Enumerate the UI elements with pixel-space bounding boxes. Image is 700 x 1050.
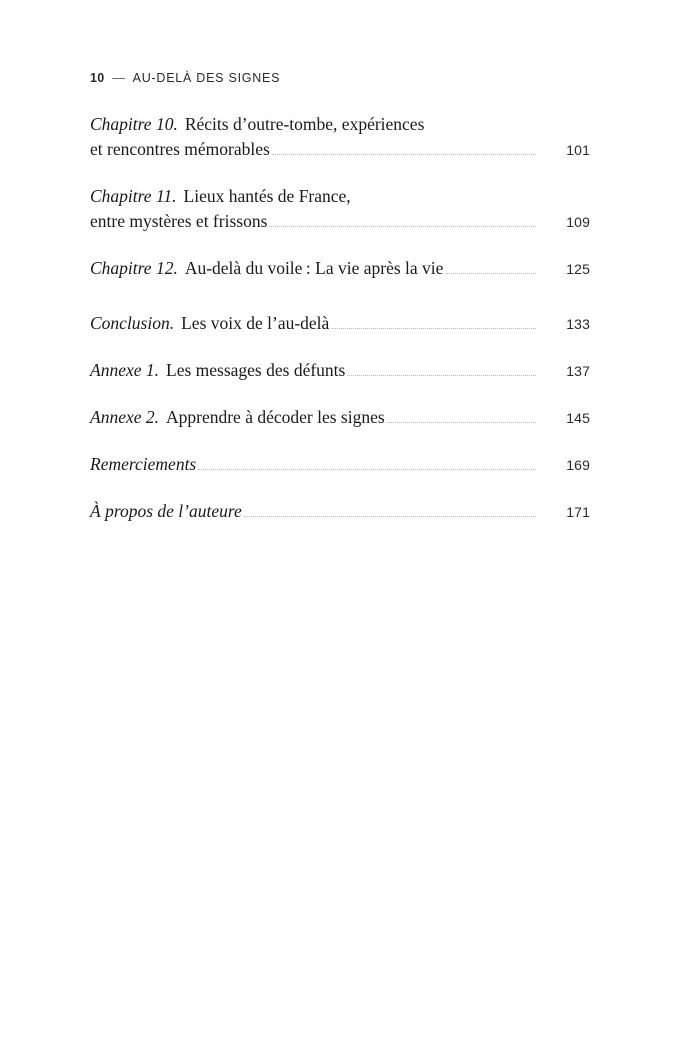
toc-entry-title: Récits d’outre-tombe, expériences xyxy=(184,114,425,134)
toc-entry-text xyxy=(90,209,267,234)
toc-dot-leader xyxy=(244,516,536,517)
toc-dot-leader xyxy=(198,469,536,470)
book-title-header: AU-DELÀ DES SIGNES xyxy=(132,71,281,85)
toc-entry-text xyxy=(90,452,196,477)
toc-entry-label: Annexe 1. xyxy=(90,360,159,380)
toc-entry[interactable] xyxy=(90,499,590,524)
page-folio-number: 10 xyxy=(90,71,105,85)
toc-entry-leader-line xyxy=(90,137,590,162)
toc-page-number[interactable]: 145 xyxy=(566,410,590,426)
toc-entry-label: Chapitre 11. xyxy=(90,186,177,206)
toc-dot-leader xyxy=(445,273,536,274)
toc-entry-leader-line xyxy=(90,256,590,281)
toc-entry[interactable] xyxy=(90,358,590,383)
toc-dot-leader xyxy=(387,422,536,423)
toc-entry[interactable] xyxy=(90,256,590,281)
table-of-contents xyxy=(90,112,590,546)
toc-entry-title: Apprendre à décoder les signes xyxy=(166,407,385,427)
toc-entry-title: Les voix de l’au-delà xyxy=(181,313,330,333)
toc-entry-label: Chapitre 10. xyxy=(90,114,178,134)
toc-entry-label: Annexe 2. xyxy=(90,407,159,427)
toc-entry-label: Remerciements xyxy=(90,454,197,474)
toc-entry-label: À propos de l’auteure xyxy=(90,501,242,521)
toc-entry-text xyxy=(90,358,345,383)
toc-entry-text xyxy=(90,137,270,162)
toc-entry-text xyxy=(90,405,385,430)
toc-entry-text xyxy=(90,499,242,524)
toc-entry-label: Chapitre 12. xyxy=(90,258,178,278)
toc-entry-title-continued: entre mystères et frissons xyxy=(90,211,268,231)
toc-entry-title-continued: et rencontres mémorables xyxy=(90,139,270,159)
toc-page-number[interactable]: 101 xyxy=(566,142,590,158)
toc-entry-text xyxy=(90,311,329,336)
toc-page-number[interactable]: 171 xyxy=(566,504,590,520)
toc-page-number[interactable]: 109 xyxy=(566,214,590,230)
toc-entry-first-line xyxy=(90,184,590,209)
header-dash: — xyxy=(112,71,126,85)
toc-entry[interactable] xyxy=(90,405,590,430)
toc-entry[interactable] xyxy=(90,184,590,234)
toc-entry-leader-line xyxy=(90,358,590,383)
toc-dot-leader xyxy=(347,375,536,376)
toc-entry-leader-line xyxy=(90,209,590,234)
toc-entry-leader-line xyxy=(90,311,590,336)
toc-page-number[interactable]: 137 xyxy=(566,363,590,379)
toc-entry-leader-line xyxy=(90,499,590,524)
toc-entry[interactable] xyxy=(90,311,590,336)
toc-entry-leader-line xyxy=(90,405,590,430)
toc-entry-title: Au-delà du voile : La vie après la vie xyxy=(184,258,444,278)
toc-entry[interactable] xyxy=(90,112,590,162)
toc-page-number[interactable]: 125 xyxy=(566,261,590,277)
toc-entry-text xyxy=(90,256,443,281)
toc-entry-first-line xyxy=(90,112,590,137)
toc-dot-leader xyxy=(269,226,536,227)
toc-entry-label: Conclusion. xyxy=(90,313,175,333)
running-header xyxy=(90,71,280,85)
toc-entry-title: Lieux hantés de France, xyxy=(183,186,351,206)
toc-dot-leader xyxy=(272,154,536,155)
toc-entry-title: Les messages des défunts xyxy=(166,360,346,380)
toc-entry-leader-line xyxy=(90,452,590,477)
toc-page-number[interactable]: 169 xyxy=(566,457,590,473)
toc-entry[interactable] xyxy=(90,452,590,477)
toc-page-number[interactable]: 133 xyxy=(566,316,590,332)
toc-dot-leader xyxy=(331,328,536,329)
